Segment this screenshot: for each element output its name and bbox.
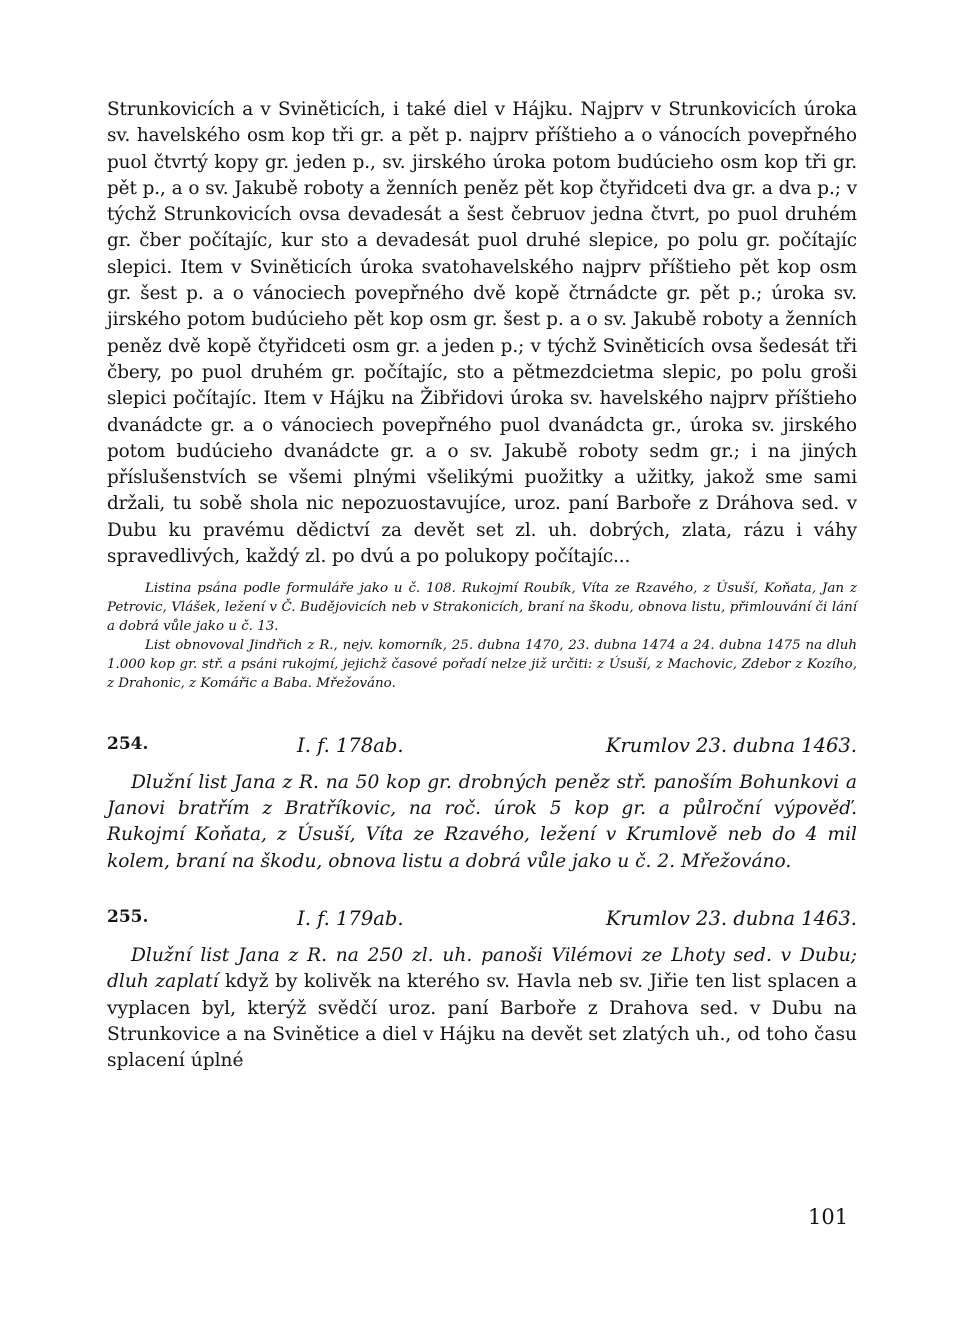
entry-header	[107, 907, 857, 937]
entry-number: 254.	[107, 733, 149, 754]
entry-place-date: Krumlov 23. dubna 1463.	[605, 733, 857, 757]
page-number: 101	[808, 1205, 849, 1229]
note-paragraph: List obnovoval Jindřich z R., nejv. komorník, 25. dubna 1470, 23. dubna 1474 a 24. dubna 1475 na dluh 1.000 kop gr. stř. a psáni rukojmí, jejichž časové pořadí nelze již určiti: z Úsuší, z Machovic, Zdebor z Kozího, z Drahonic, z Komářic a Baba. Mřežováno.	[107, 638, 857, 691]
entry-number: 255.	[107, 906, 149, 927]
entry-summary	[107, 943, 857, 1074]
note-paragraph: Listina psána podle formuláře jako u č. 108. Rukojmí Roubík, Víta ze Rzavého, z Úsuší, Koňata, Jan z Petrovic, Vlášek, ležení v Č. Budějovicích neb v Strakonicích, braní na škodu, obnova listu, přimlouvání či lání a dobrá vůle jako u č. 13.	[107, 581, 857, 635]
entry-header	[107, 734, 857, 764]
body-paragraph: Strunkovicích a v Sviněticích, i také diel v Hájku. Najprv v Strunkovicích úroka sv. havelského osm kop tři gr. a pět p. najprv příštieho a o vánocích povepřného puol čtvrtý kopy gr. jeden p., sv. jirského úroka potom budúcieho osm kop tři gr. pět p., a o sv. Jakubě roboty a ženních peněz pět kop čtyřidceti dva gr. a dva p.; v týchž Strunkovicích ovsa devadesát a šest čebruov jedna čtvrt, po puol druhém gr. čber počítajíc, kur sto a devadesát puol druhé slepice, po polu gr. počítajíc slepici. Item v Sviněticích úroka svatohavelského najprv příštieho pět kop osm gr. šest p. a o vánociech povepřného dvě kopě čtrnádcte gr. pět p.; úroka sv. jirského potom budúcieho pět kop osm gr. šest p. a o sv. Jakubě roboty a ženních peněz dvě kopě čtyřidceti osm gr. a jeden p.; v týchž Sviněticích ovsa šedesát tři čbery, po puol druhém gr. počítajíc, sto a pětmezdcietma slepic, po polu groši slepici počítajíc. Item v Hájku na Žibřidovi úroka sv. havelského najprv příštieho dvanádcte gr. a o vánociech povepřného puol dvanádcta gr., úroka sv. jirského potom budúcieho dvanádcte gr. a o sv. Jakubě roboty sedm gr.; i na jiných příslušenstvích se všemi plnými všelikými puožitky a užitky, jakož sme sami držali, tu sobě shola nic nepozuostavujíce, uroz. paní Barboře z Dráhova sed. v Dubu ku pravému dědictví za devět set zl. uh. dobrých, zlata, rázu i váhy spravedlivých, každý zl. po dvú a po polukopy počítajíc...	[107, 99, 857, 568]
entry-folio: I. f. 178ab.	[297, 733, 404, 757]
entry-summary-italic: Dlužní list Jana z R. na 250 zl. uh. panoši Vilémovi ze Lhoty sed. v Dubu; dluh zaplatí	[107, 944, 857, 993]
entry-place-date: Krumlov 23. dubna 1463.	[605, 906, 857, 930]
document-page	[107, 97, 857, 1074]
entry-summary	[107, 770, 857, 875]
entry-summary-text: Dlužní list Jana z R. na 50 kop gr. drobných peněz stř. panoším Bohunkovi a Janovi bratřím z Bratříkovic, na roč. úrok 5 kop gr. a půlroční výpověď. Rukojmí Koňata, z Úsuší, Víta ze Rzavého, ležení v Krumlově neb do 4 mil kolem, braní na škodu, obnova listu a dobrá vůle jako u č. 2. Mřežováno.	[107, 771, 857, 872]
editorial-notes	[107, 580, 857, 693]
entry-folio: I. f. 179ab.	[297, 906, 404, 930]
entry-summary-roman: když by kolivěk na kterého sv. Havla neb sv. Jiřie ten list splacen a vyplacen byl, kterýž svědčí uroz. paní Barboře z Drahova sed. v Dubu na Strunkovice a na Svinětice a diel v Hájku na devět set zlatých uh., od toho času splacení úplné	[107, 971, 857, 1072]
